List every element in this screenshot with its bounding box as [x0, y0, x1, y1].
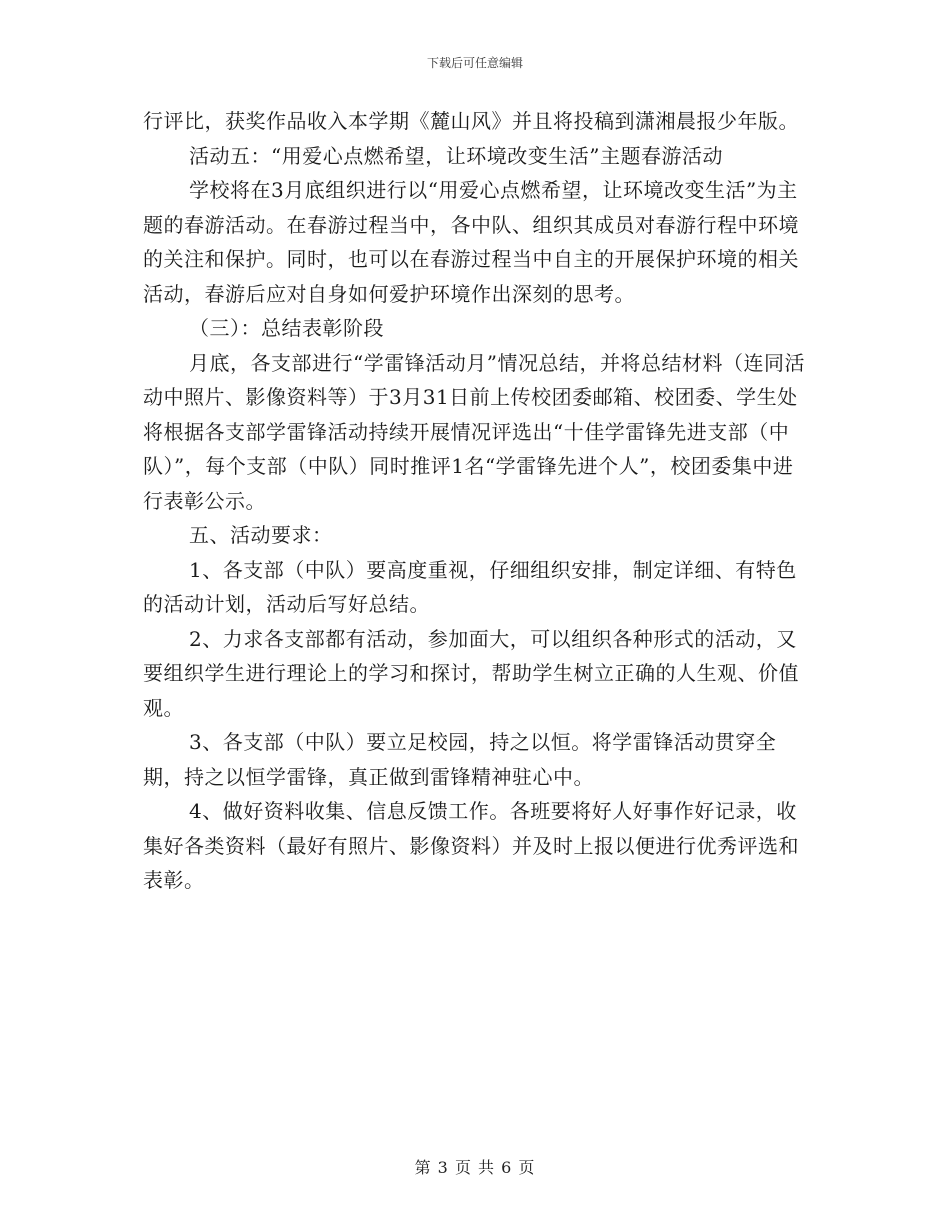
requirement-item-1: 1、各支部（中队）要高度重视，仔细组织安排，制定详细、有特色的活动计划，活动后写好总结。: [143, 557, 797, 616]
paragraph-0: 行评比，获奖作品收入本学期《麓山风》并且将投稿到潇湘晨报少年版。: [143, 109, 799, 133]
section-heading-requirements: 五、活动要求：: [189, 523, 333, 547]
page-footer: 第 3 页 共 6 页: [414, 1158, 536, 1177]
requirement-item-3: 3、各支部（中队）要立足校园，持之以恒。将学雷锋活动贯穿全期，持之以恒学雷锋，真正做到雷锋精神驻心中。: [143, 730, 777, 789]
paragraph-activity-five-title: 活动五：“用爱心点燃希望，让环境改变生活”主题春游活动: [189, 143, 723, 168]
requirement-item-2: 2、力求各支部都有活动，参加面大，可以组织各种形式的活动，又要组织学生进行理论上的学习和探讨，帮助学生树立正确的人生观、价值观。: [143, 626, 799, 720]
document-body: [143, 104, 809, 898]
requirement-item-4: 4、做好资料收集、信息反馈工作。各班要将好人好事作好记录，收集好各类资料（最好有照片、影像资料）并及时上报以便进行优秀评选和表彰。: [143, 799, 799, 892]
paragraph-summary-body: 月底，各支部进行“学雷锋活动月”情况总结，并将总结材料（连同活动中照片、影像资料等）于3月31日前上传校团委邮箱、校团委、学生处将根据各支部学雷锋活动持续开展情况评选出“十佳学雷锋先进支部（中队）”，每个支部（中队）同时推评1名“学雷锋先进个人”，校团委集中进行表彰公示。: [143, 350, 805, 513]
section-heading-summary-stage: （三）：总结表彰阶段: [189, 316, 384, 340]
page-header: 下载后可任意编辑: [426, 56, 523, 70]
paragraph-activity-five-body: 学校将在3月底组织进行以“用爱心点燃希望，让环境改变生活”为主题的春游活动。在春游过程当中，各中队、组织其成员对春游行程中环境的关注和保护。同时，也可以在春游过程当中自主的开展保护环境的相关活动，春游后应对自身如何爱护环境作出深刻的思考。: [143, 178, 799, 306]
